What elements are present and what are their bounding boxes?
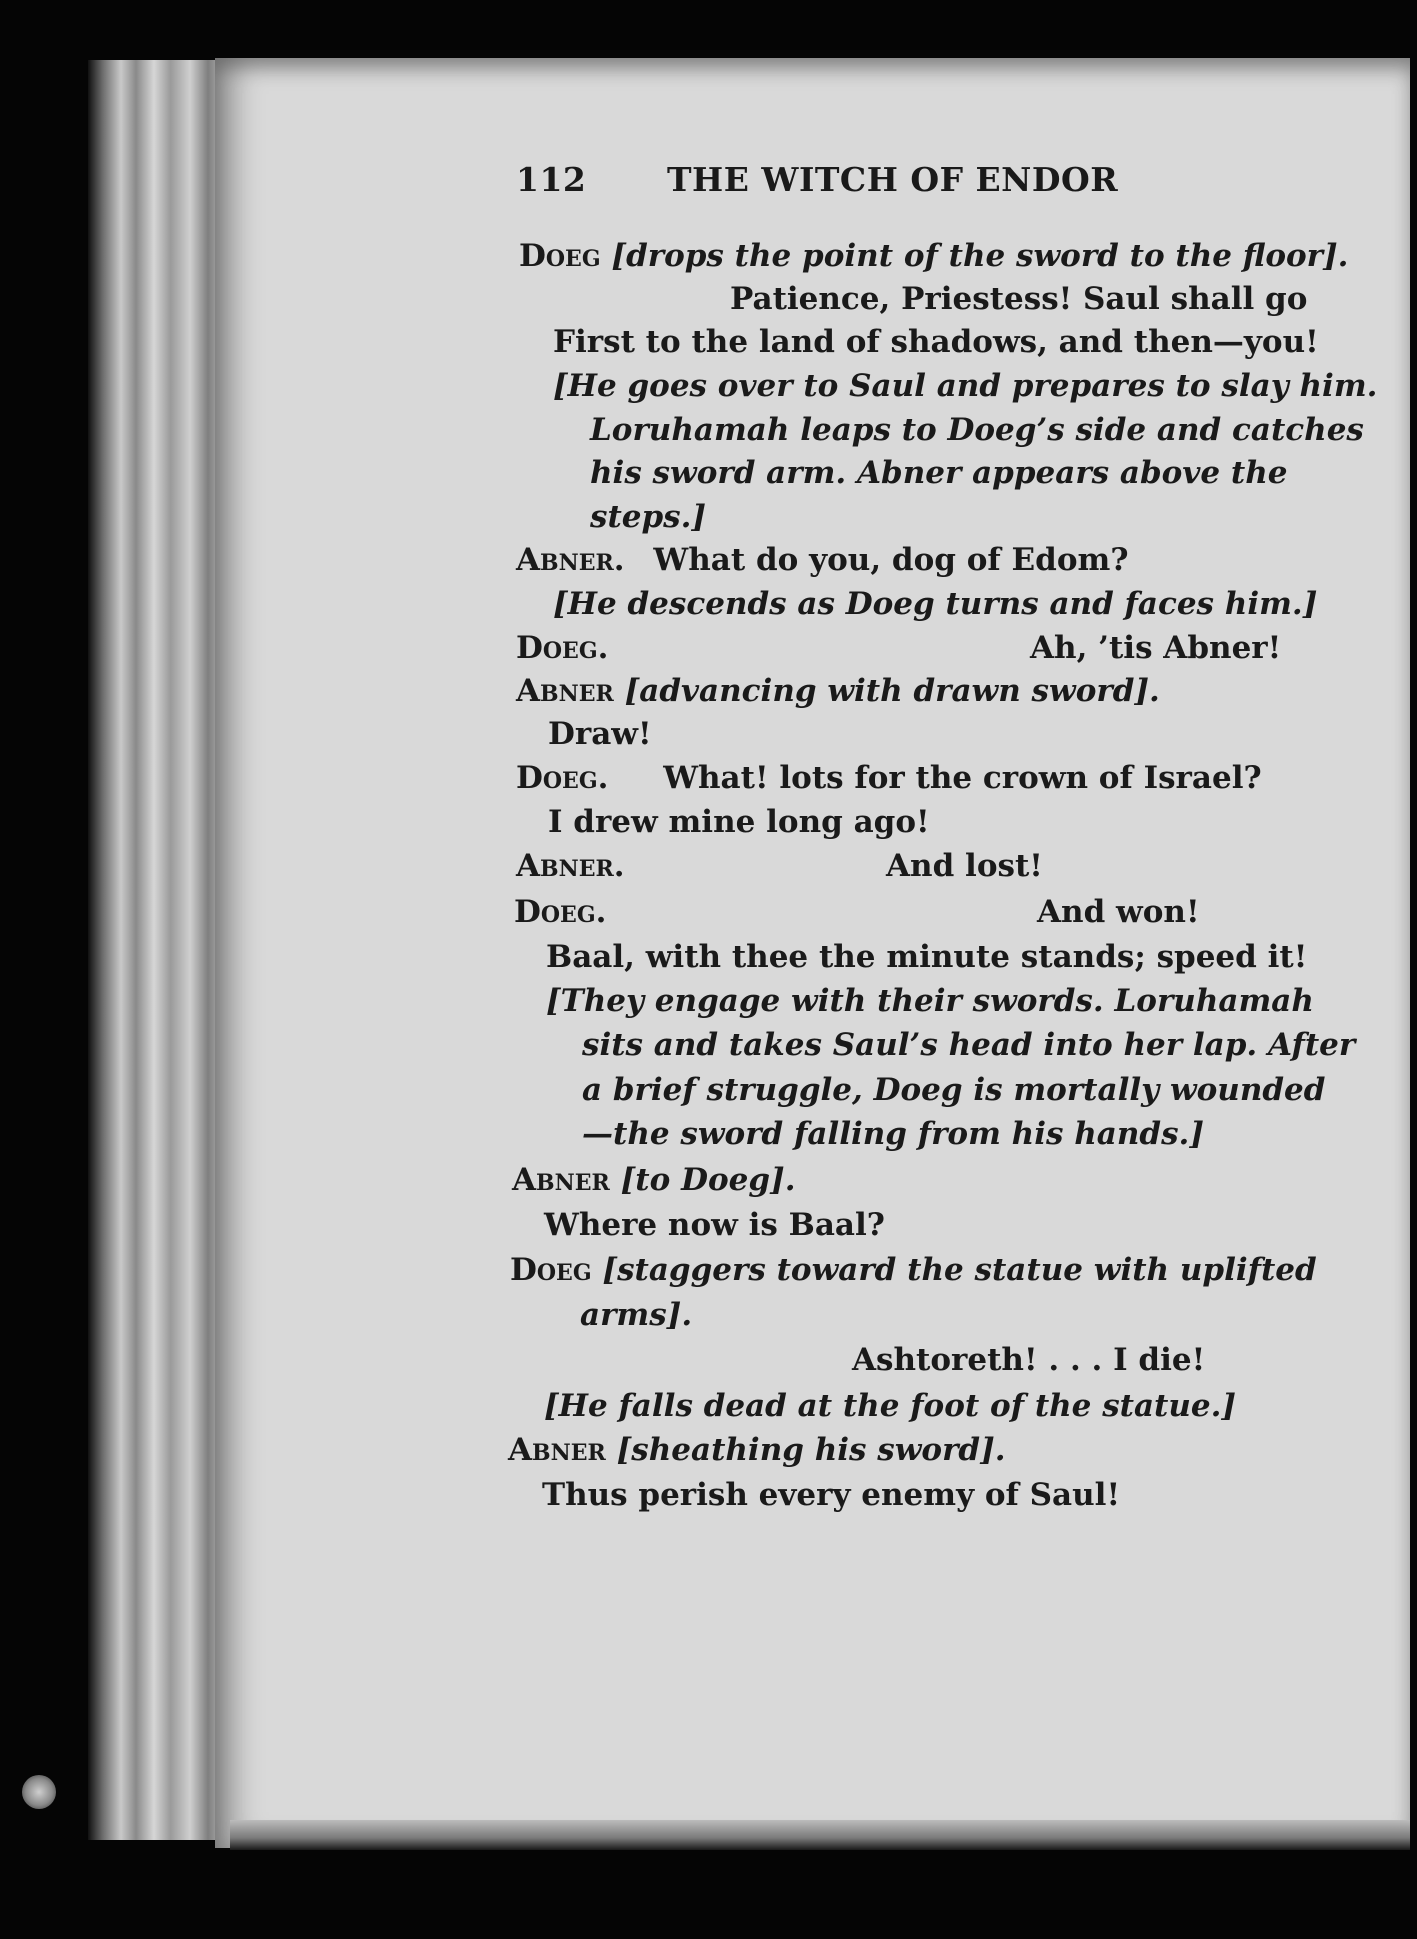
dialogue: And won! bbox=[1037, 894, 1200, 930]
stage-direction: [He falls dead at the foot of the statue.] bbox=[544, 1388, 1237, 1424]
text-line bbox=[516, 671, 1160, 711]
stage-direction: a brief struggle, Doeg is mortally wounded bbox=[582, 1072, 1326, 1108]
dialogue: What do you, dog of Edom? bbox=[653, 542, 1129, 578]
stage-direction: his sword arm. Abner appears above the bbox=[590, 455, 1288, 491]
page-edge bbox=[230, 1820, 1410, 1850]
stage-direction: Loruhamah leaps to Doeg’s side and catches bbox=[590, 412, 1364, 448]
speaker-name: Abner. bbox=[516, 542, 625, 578]
dialogue: First to the land of shadows, and then—you! bbox=[553, 324, 1319, 360]
page-number: 112 bbox=[516, 160, 587, 199]
text-line bbox=[730, 279, 1307, 319]
dialogue: Ashtoreth! . . . I die! bbox=[852, 1342, 1206, 1378]
speaker-name: Doeg. bbox=[516, 630, 609, 666]
stage-direction: [advancing with drawn sword]. bbox=[624, 673, 1160, 709]
text-line bbox=[508, 1430, 1006, 1470]
speaker-name: Doeg. bbox=[516, 760, 609, 796]
stage-direction: arms]. bbox=[580, 1297, 693, 1333]
speaker-name: Abner. bbox=[516, 848, 625, 884]
dialogue: Baal, with thee the minute stands; speed it! bbox=[546, 939, 1308, 975]
running-title: THE WITCH OF ENDOR bbox=[667, 160, 1119, 199]
text-line bbox=[553, 322, 1319, 362]
speaker-name: Doeg bbox=[510, 1252, 592, 1288]
text-line bbox=[516, 758, 1262, 798]
stage-direction: [drops the point of the sword to the floor]. bbox=[611, 238, 1349, 274]
stage-direction: sits and takes Saul’s head into her lap. After bbox=[582, 1027, 1356, 1063]
dialogue: What! lots for the crown of Israel? bbox=[663, 760, 1262, 796]
stage-direction: [staggers toward the statue with uplifted bbox=[602, 1252, 1317, 1288]
stage-direction: [He descends as Doeg turns and faces him.] bbox=[553, 586, 1318, 622]
text-line bbox=[516, 540, 1129, 580]
speaker-name: Abner bbox=[508, 1432, 606, 1468]
stage-direction: [He goes over to Saul and prepares to slay him. bbox=[553, 368, 1378, 404]
dialogue: Where now is Baal? bbox=[544, 1207, 885, 1243]
dialogue: Patience, Priestess! Saul shall go bbox=[730, 281, 1308, 317]
speaker-name: Abner bbox=[516, 673, 614, 709]
stage-direction: [to Doeg]. bbox=[620, 1162, 796, 1198]
dialogue: I drew mine long ago! bbox=[548, 804, 930, 840]
text-line bbox=[512, 1160, 795, 1200]
stage-direction: [They engage with their swords. Loruhamah bbox=[546, 983, 1314, 1019]
dialogue: Draw! bbox=[548, 716, 652, 752]
stage-direction: steps.] bbox=[590, 499, 707, 535]
stage-direction: [sheathing his sword]. bbox=[616, 1432, 1006, 1468]
stage-direction: —the sword falling from his hands.] bbox=[582, 1116, 1204, 1152]
dialogue: Thus perish every enemy of Saul! bbox=[542, 1477, 1121, 1513]
speaker-name: Abner bbox=[512, 1162, 610, 1198]
text-line bbox=[510, 1250, 1317, 1290]
dialogue: Ah, ’tis Abner! bbox=[1030, 630, 1282, 666]
scanner-ornament-icon bbox=[22, 1775, 56, 1809]
dialogue: And lost! bbox=[886, 848, 1043, 884]
text-line bbox=[519, 236, 1348, 276]
speaker-name: Doeg bbox=[519, 238, 601, 274]
speaker-name: Doeg. bbox=[514, 894, 607, 930]
